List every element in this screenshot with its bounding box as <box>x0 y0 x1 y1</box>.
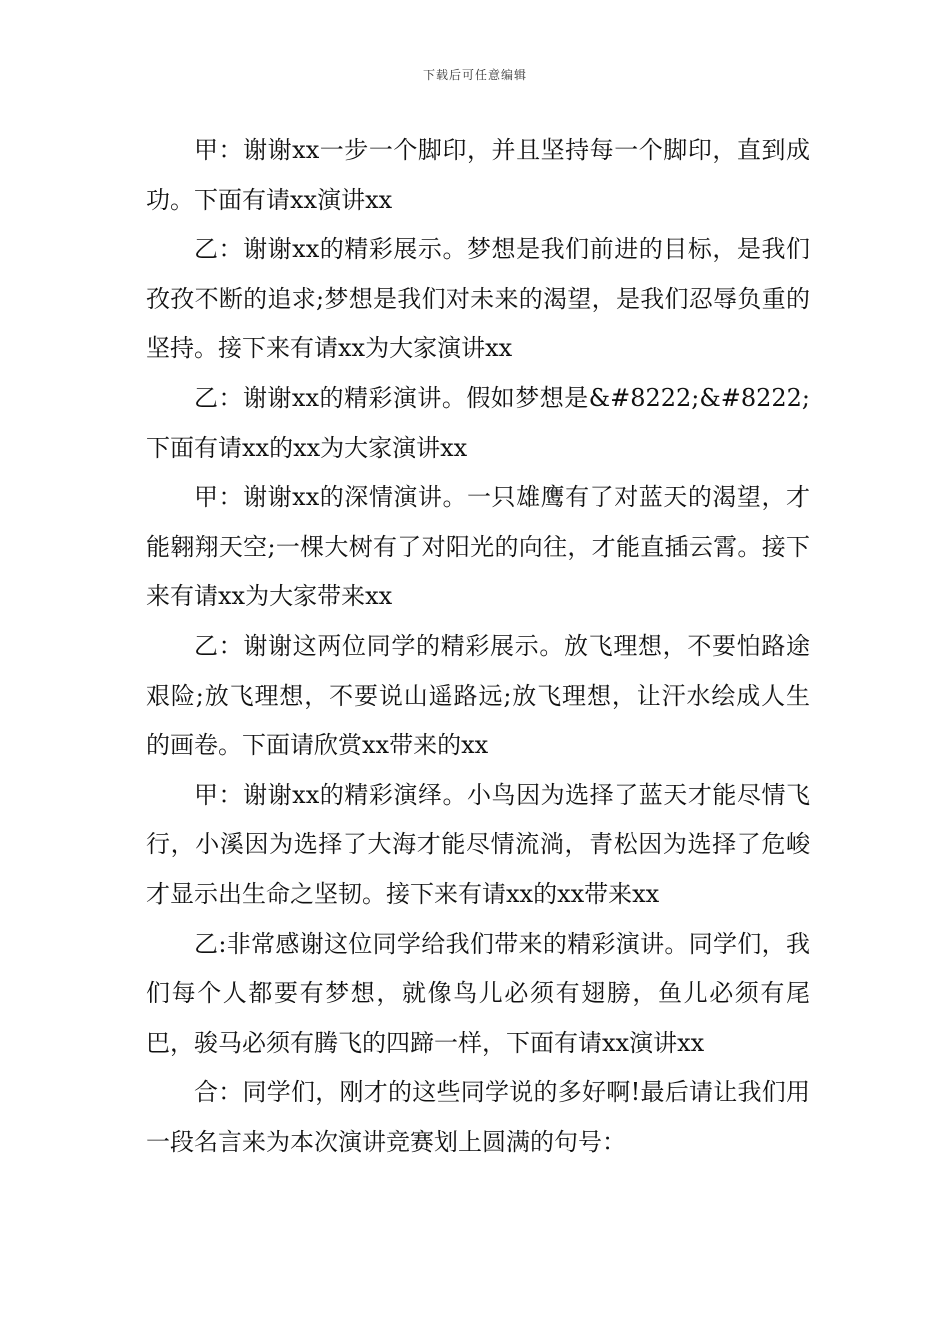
paragraph-5: 乙：谢谢这两位同学的精彩展示。放飞理想，不要怕路途艰险;放飞理想，不要说山遥路远;放飞理想，让汗水绘成人生的画卷。下面请欣赏xx带来的xx <box>146 631 810 760</box>
paragraph-6: 甲：谢谢xx的精彩演绎。小鸟因为选择了蓝天才能尽情飞行，小溪因为选择了大海才能尽情流淌，青松因为选择了危峻才显示出生命之坚韧。接下来有请xx的xx带来xx <box>146 780 810 908</box>
paragraph-1: 甲：谢谢xx一步一个脚印，并且坚持每一个脚印，直到成功。下面有请xx演讲xx <box>146 136 810 214</box>
header-note: 下载后可任意编辑 <box>422 68 527 82</box>
paragraph-3: 乙：谢谢xx的精彩演讲。假如梦想是&#8222;&#8222;下面有请xx的xx为大家演讲xx <box>146 383 810 462</box>
document-body <box>146 126 810 1167</box>
paragraph-2: 乙：谢谢xx的精彩展示。梦想是我们前进的目标，是我们孜孜不断的追求;梦想是我们对未来的渴望，是我们忍辱负重的坚持。接下来有请xx为大家演讲xx <box>146 235 810 363</box>
paragraph-7: 乙:非常感谢这位同学给我们带来的精彩演讲。同学们，我们每个人都要有梦想，就像鸟儿必须有翅膀，鱼儿必须有尾巴，骏马必须有腾飞的四蹄一样，下面有请xx演讲xx <box>146 929 810 1057</box>
paragraph-8: 合：同学们，刚才的这些同学说的多好啊!最后请让我们用一段名言来为本次演讲竞赛划上圆满的句号： <box>146 1078 810 1156</box>
paragraph-4: 甲：谢谢xx的深情演讲。一只雄鹰有了对蓝天的渴望，才能翱翔天空;一棵大树有了对阳光的向往，才能直插云霄。接下来有请xx为大家带来xx <box>146 483 810 611</box>
